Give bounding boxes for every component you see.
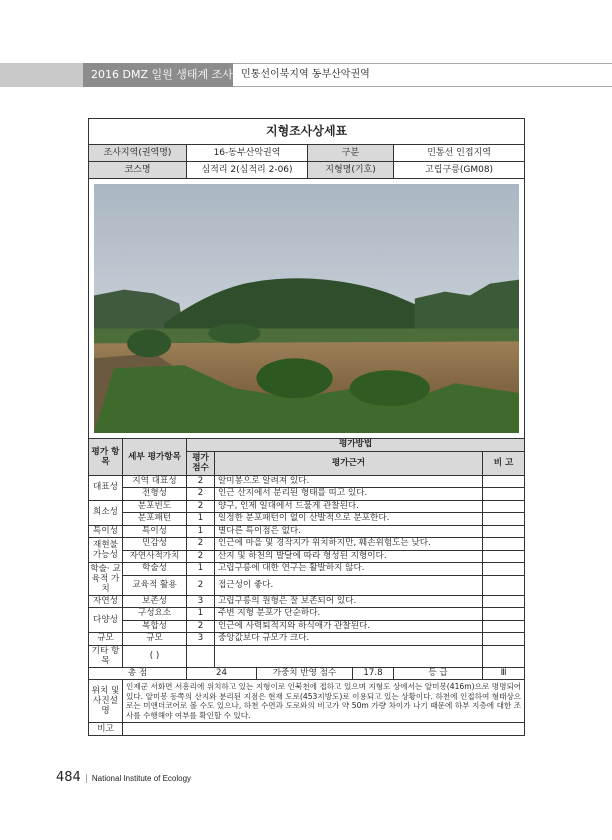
sub-item-cell: 교육적 활용 <box>123 575 187 595</box>
remarks-label: 비고 <box>89 723 123 736</box>
remarks-value <box>123 723 525 736</box>
region-value: 16-동부산악권역 <box>187 145 308 162</box>
note-cell <box>483 550 525 563</box>
note-cell <box>483 645 525 667</box>
basis-cell: 산지 및 하천의 발달에 따라 형성된 지형이다. <box>215 550 483 563</box>
col-method-header: 평가방법 <box>187 439 525 452</box>
col-score-header: 평가 점수 <box>187 451 215 475</box>
landform-photo <box>89 179 525 439</box>
table-title: 지형조사상세표 <box>89 119 525 145</box>
col-basis-header: 평가근거 <box>215 451 483 475</box>
score-cell: 1 <box>187 513 215 526</box>
grade-label: 등 급 <box>394 667 483 680</box>
score-cell: 2 <box>187 500 215 513</box>
score-cell: 1 <box>187 608 215 621</box>
note-cell <box>483 513 525 526</box>
note-cell <box>483 608 525 621</box>
score-cell: 3 <box>187 633 215 646</box>
basis-cell: 인근 산지에서 분리된 형태를 띠고 있다. <box>215 488 483 501</box>
basis-cell: 주변 지형 분포가 단순하다. <box>215 608 483 621</box>
note-cell <box>483 500 525 513</box>
note-cell <box>483 475 525 488</box>
sub-item-cell: 분포패턴 <box>123 513 187 526</box>
photo-image <box>94 184 519 433</box>
note-cell <box>483 620 525 633</box>
sub-item-cell: 특이성 <box>123 525 187 538</box>
basis-cell: 별다른 특이점은 없다. <box>215 525 483 538</box>
basis-cell: 인근에 마을 및 경작지가 위치하지만, 훼손위험도는 낮다. <box>215 538 483 551</box>
score-cell <box>187 645 215 667</box>
location-description: 인제군 서화면 서흥리에 위치하고 있는 지형이로 인북천에 접하고 있으며 지형도 상에서는 알미봉(416m)으로 명명되어 있다. 알미봉 동쪽의 산지와 분리된 지점은 현재 도로(453지방도)로 이용되고 있는 상황이다. 하천에 인접하여 형태상으로는 미앤더코어로 볼 수도 있으나, 하천 수면과 도로와의 비고가 약 50m 가량 차이가 나기 때문에 하부 지층에 대한 조사를 수행해야 여부를 확인할 수 있다. <box>123 680 525 723</box>
sub-item-cell: 복합성 <box>123 620 187 633</box>
weighted-label: 가중치 반영 점수 <box>257 667 353 680</box>
basis-cell <box>215 645 483 667</box>
footer-separator: | <box>84 774 88 784</box>
basis-cell: 고립구릉의 원형은 잘 보존되어 있다. <box>215 595 483 608</box>
score-cell: 2 <box>187 538 215 551</box>
sub-item-cell: 전형성 <box>123 488 187 501</box>
note-cell <box>483 525 525 538</box>
basis-cell: 접근성이 좋다. <box>215 575 483 595</box>
note-cell <box>483 575 525 595</box>
sub-item-cell: 자연사적가치 <box>123 550 187 563</box>
basis-cell: 인근에 사력퇴적지와 하식애가 관찰된다. <box>215 620 483 633</box>
running-header <box>0 63 612 87</box>
course-value: 심적리 2(심적리 2-06) <box>187 162 308 179</box>
institute-name: National Institute of Ecology <box>91 774 192 783</box>
col-sub-header: 세부 평가항목 <box>123 439 187 476</box>
category-cell: 다양성 <box>89 608 123 633</box>
header-region-title: 민통선이북지역 동부산악권역 <box>233 63 612 87</box>
total-label: 총 점 <box>89 667 187 680</box>
class-value: 민통선 인접지역 <box>394 145 525 162</box>
score-cell: 2 <box>187 575 215 595</box>
landform-value: 고립구릉(GM08) <box>394 162 525 179</box>
note-cell <box>483 633 525 646</box>
note-cell <box>483 538 525 551</box>
weighted-value: 17.8 <box>353 667 394 680</box>
category-cell: 규모 <box>89 633 123 646</box>
basis-cell: 알미봉으로 알려져 있다. <box>215 475 483 488</box>
category-cell: 대표성 <box>89 475 123 500</box>
sub-item-cell: 구성요소 <box>123 608 187 621</box>
sub-item-cell: ( ) <box>123 645 187 667</box>
sub-item-cell: 민감성 <box>123 538 187 551</box>
note-cell <box>483 488 525 501</box>
header-series-title: 2016 DMZ 일원 생태계 조사 <box>83 63 233 87</box>
category-cell: 재현불 가능성 <box>89 538 123 563</box>
score-cell: 2 <box>187 550 215 563</box>
basis-cell: 양구, 인제 일대에서 드물게 관찰된다. <box>215 500 483 513</box>
score-cell: 1 <box>187 563 215 576</box>
score-cell: 2 <box>187 475 215 488</box>
location-label: 위치 및 사진설명 <box>89 680 123 723</box>
sub-item-cell: 지역 대표성 <box>123 475 187 488</box>
category-cell: 희소성 <box>89 500 123 525</box>
col-note-header: 비 고 <box>483 451 525 475</box>
landform-survey-table <box>88 118 524 736</box>
category-cell: 자연성 <box>89 595 123 608</box>
total-value: 24 <box>187 667 257 680</box>
sub-item-cell: 학술성 <box>123 563 187 576</box>
basis-cell: 중앙값보다 규모가 크다. <box>215 633 483 646</box>
note-cell <box>483 563 525 576</box>
score-cell: 2 <box>187 620 215 633</box>
score-cell: 1 <box>187 525 215 538</box>
category-cell: 기타 항목 <box>89 645 123 667</box>
score-cell: 3 <box>187 595 215 608</box>
header-gray-block <box>0 63 83 87</box>
category-cell: 학술· 교육적 가치 <box>90 563 121 594</box>
class-label: 구분 <box>308 145 394 162</box>
sub-item-cell: 규모 <box>123 633 187 646</box>
basis-cell: 일정한 분포패턴이 없이 산발적으로 분포한다. <box>215 513 483 526</box>
page-number: 484 <box>56 770 81 785</box>
sub-item-cell: 분포빈도 <box>123 500 187 513</box>
grade-value: Ⅲ <box>483 667 525 680</box>
note-cell <box>483 595 525 608</box>
col-item-header: 평가 항목 <box>89 439 123 476</box>
sub-item-cell: 보존성 <box>123 595 187 608</box>
category-cell: 특이성 <box>89 525 123 538</box>
score-cell: 2 <box>187 488 215 501</box>
course-label: 코스명 <box>89 162 187 179</box>
basis-cell: 고립구릉에 대한 연구는 활발하지 않다. <box>215 563 483 576</box>
region-label: 조사지역(권역명) <box>89 145 187 162</box>
landform-label: 지형명(기호) <box>308 162 394 179</box>
page-footer <box>56 770 191 785</box>
